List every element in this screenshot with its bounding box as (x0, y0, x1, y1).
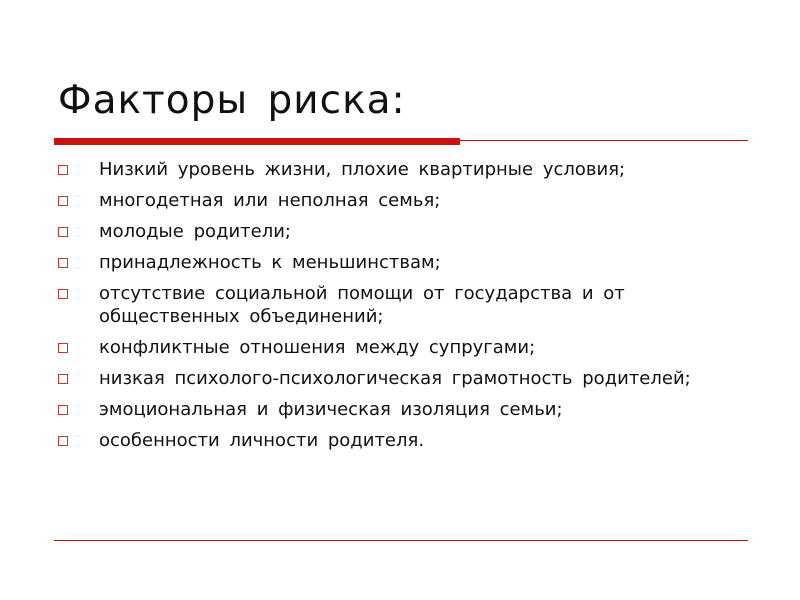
title-underline-thick (54, 138, 460, 145)
list-item-text: конфликтные отношения между супругами; (99, 337, 536, 358)
slide-title: Факторы риска: (58, 78, 406, 123)
list-item-text: принадлежность к меньшинствам; (99, 252, 441, 273)
square-bullet-icon (58, 165, 68, 175)
list-item-text: отсутствие социальной помощи от государства и от общественных объединений; (99, 283, 625, 327)
list-item (58, 158, 748, 181)
square-bullet-icon (58, 196, 68, 206)
list-item-text: особенности личности родителя. (99, 430, 425, 451)
list-item-text: многодетная или неполная семья; (99, 190, 441, 211)
list-item-text: молодые родители; (99, 221, 291, 242)
list-item (58, 367, 748, 390)
square-bullet-icon (58, 405, 68, 415)
square-bullet-icon (58, 258, 68, 268)
square-bullet-icon (58, 374, 68, 384)
list-item-text: Низкий уровень жизни, плохие квартирные условия; (99, 159, 626, 180)
list-item-text: эмоциональная и физическая изоляция семьи; (99, 399, 563, 420)
square-bullet-icon (58, 436, 68, 446)
title-underline-thin (460, 140, 748, 141)
list-item (58, 189, 748, 212)
list-item (58, 336, 748, 359)
list-item-text: низкая психолого-психологическая грамотность родителей; (99, 368, 691, 389)
square-bullet-icon (58, 289, 68, 299)
list-item (58, 398, 748, 421)
footer-divider (54, 540, 748, 541)
square-bullet-icon (58, 343, 68, 353)
list-item (58, 282, 748, 328)
square-bullet-icon (58, 227, 68, 237)
list-item (58, 429, 748, 452)
list-item (58, 220, 748, 243)
list-item (58, 251, 748, 274)
risk-factor-list (58, 158, 748, 460)
